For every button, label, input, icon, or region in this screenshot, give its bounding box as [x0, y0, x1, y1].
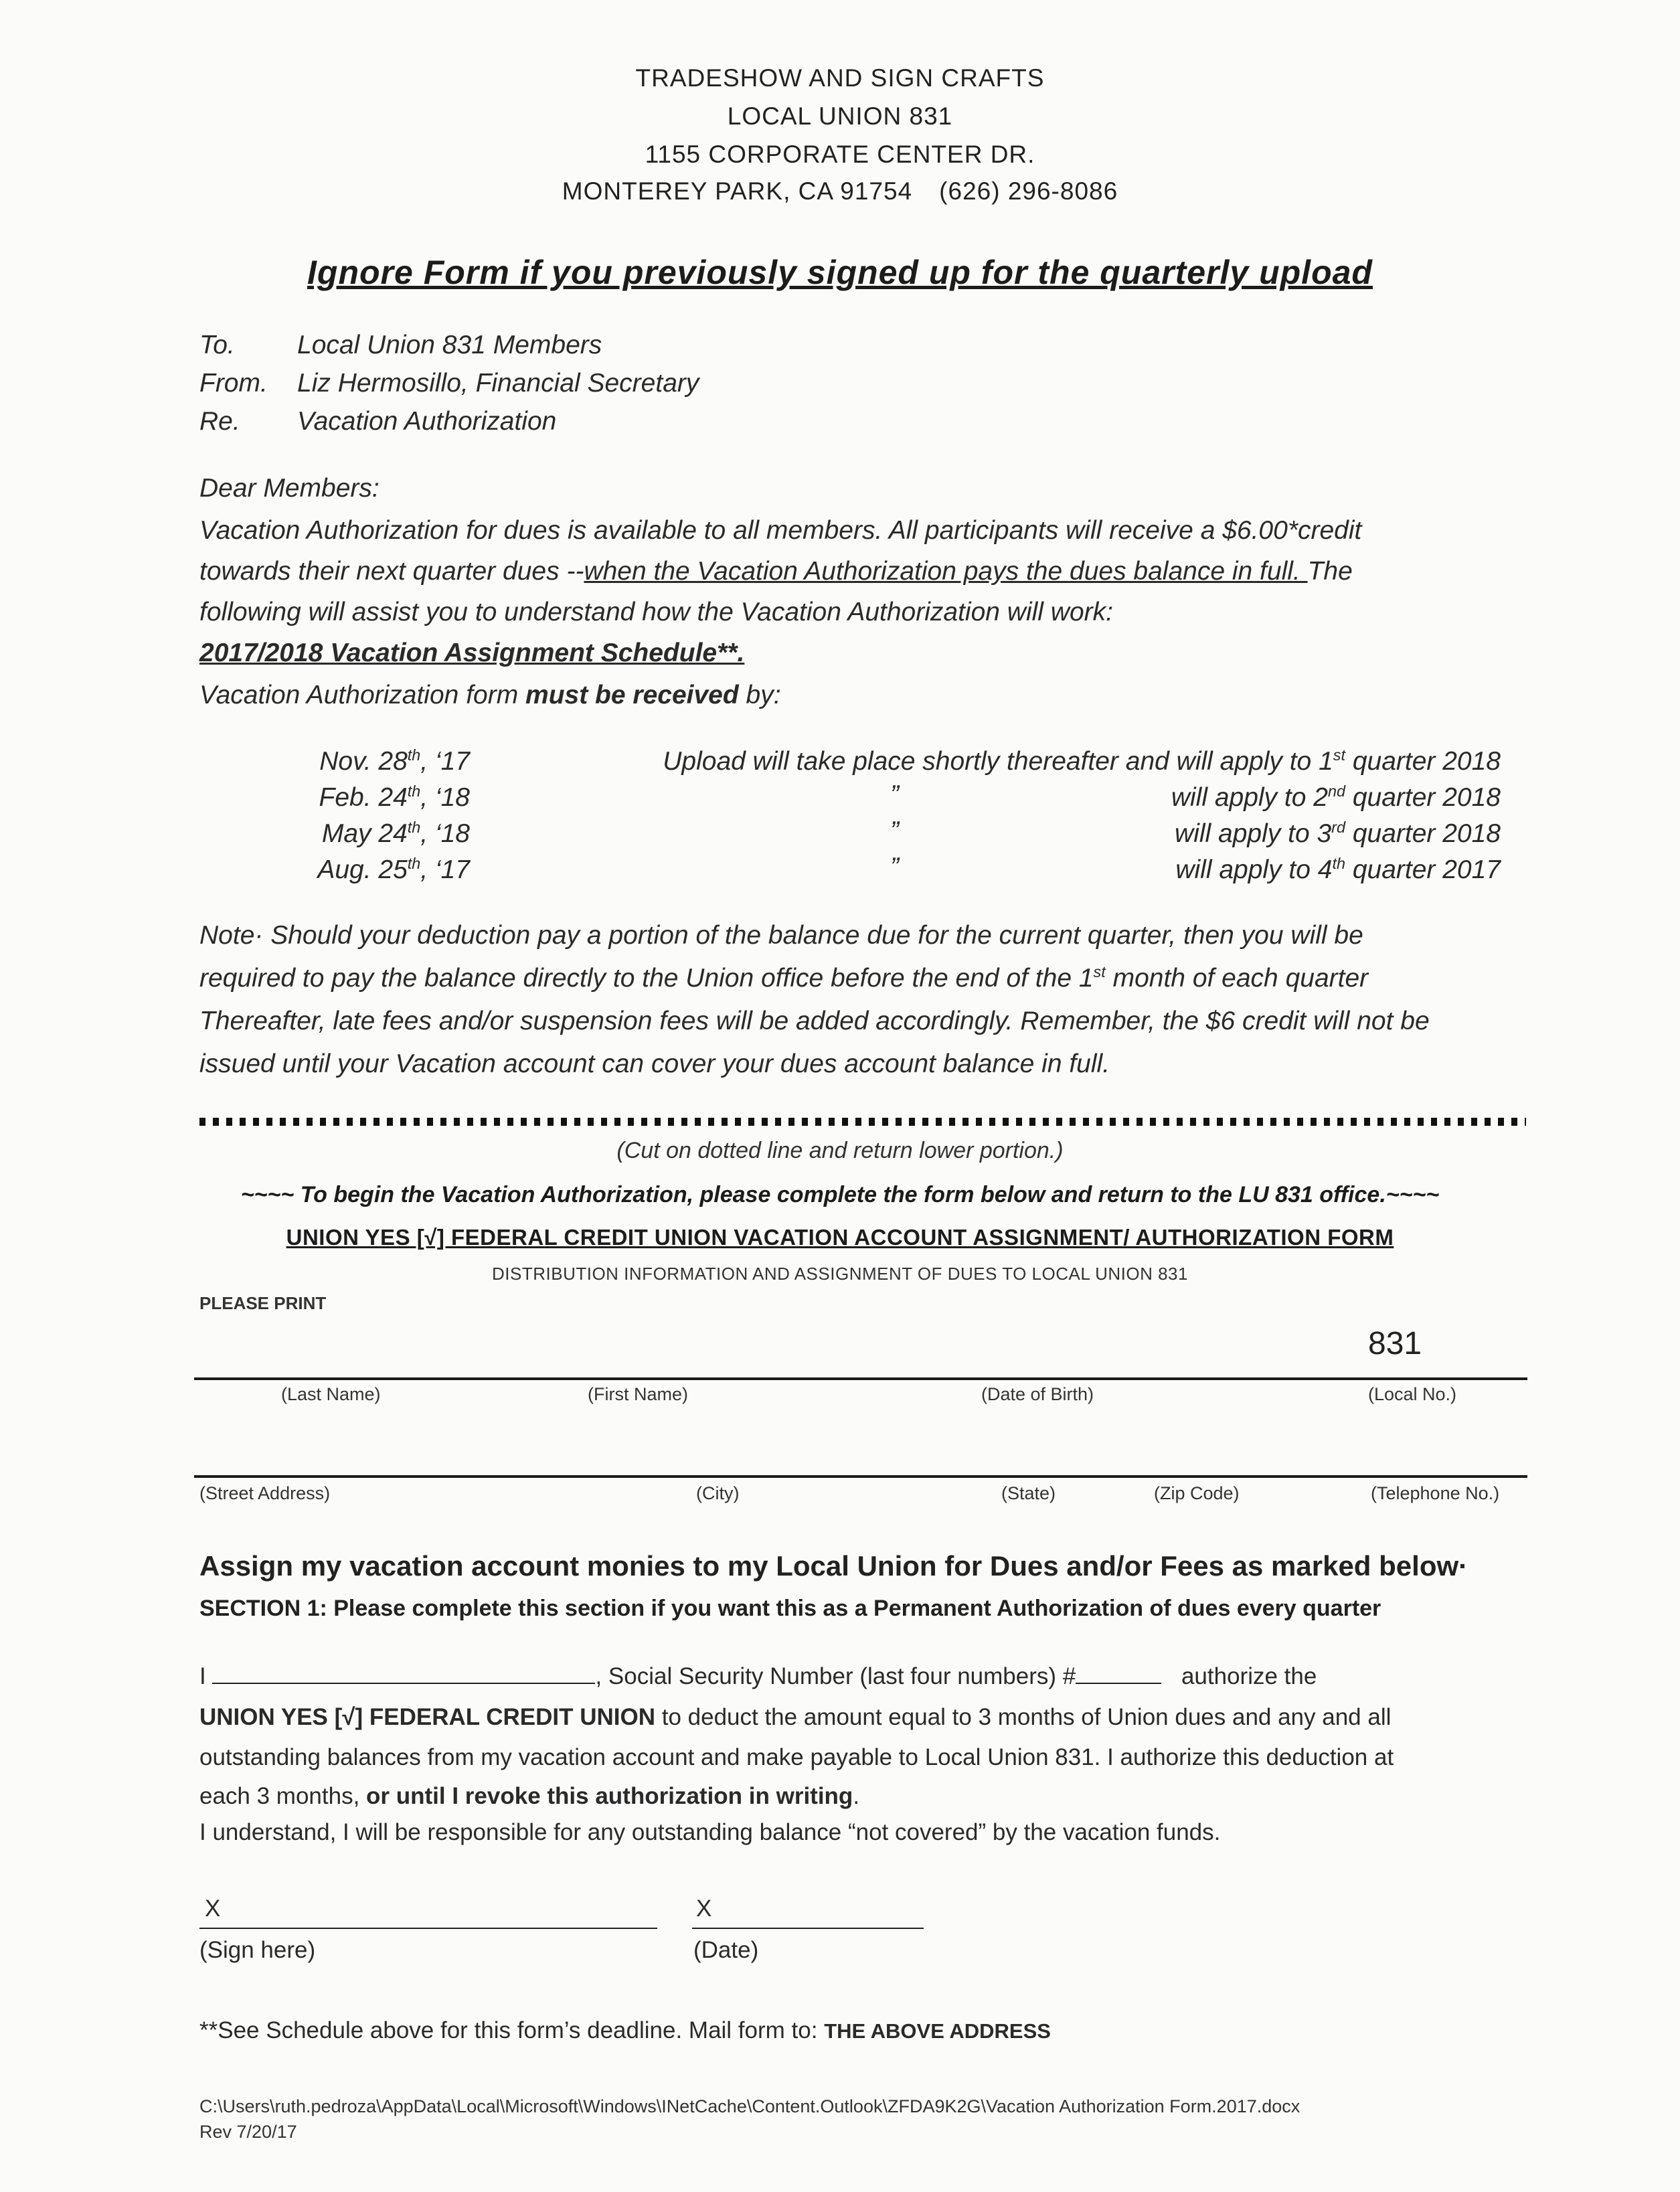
label-city: (City) — [696, 1483, 740, 1503]
desc-2-sup: nd — [1327, 782, 1345, 800]
ditto-4: ” — [890, 853, 899, 881]
mail-address: THE ABOVE ADDRESS — [824, 2019, 1051, 2043]
credit-union-rest: to deduct the amount equal to 3 months of Union dues and any and all — [655, 1704, 1392, 1730]
from-label: From. — [199, 369, 268, 398]
note-l2-b: month of each quarter — [1105, 964, 1369, 993]
desc-3-a: will apply to 3 — [1175, 819, 1332, 848]
p1-line2-underlined: when the Vacation Authorization pays the dues balance in full. — [584, 557, 1308, 586]
local-union: LOCAL UNION 831 — [727, 102, 953, 130]
city-line: MONTEREY PARK, CA 91754 — [562, 177, 913, 205]
credit-union-line — [199, 1704, 1391, 1731]
i-label: I — [199, 1663, 206, 1689]
date-x: X — [696, 1895, 712, 1922]
schedule-desc-4 — [564, 855, 1501, 885]
from-value: Liz Hermosillo, Financial Secretary — [297, 369, 699, 398]
assign-heading: Assign my vacation account monies to my Local Union for Dues and/or Fees as marked below· — [199, 1550, 1468, 1582]
row1-line[interactable] — [194, 1377, 1527, 1380]
note-l2-a: required to pay the balance directly to the Union office before the end of the 1 — [199, 964, 1094, 993]
form-title: UNION YES [√] FEDERAL CREDIT UNION VACATION ACCOUNT ASSIGNMENT/ AUTHORIZATION FORM — [286, 1225, 1394, 1250]
sign-here-label: (Sign here) — [199, 1937, 316, 1963]
desc-2-a: will apply to 2 — [1171, 783, 1328, 812]
local-no-value: 831 — [1368, 1326, 1422, 1361]
mail-text: **See Schedule above for this form’s deadline. Mail form to: — [199, 2017, 825, 2043]
city-phone — [0, 177, 1680, 205]
file-path: C:\Users\ruth.pedroza\AppData\Local\Microsoft\Windows\INetCache\Content.Outlook\ZFDA9K2G\Vacation Authorization Form.2017.docx — [199, 2096, 1300, 2116]
date-3-year: , ‘18 — [420, 819, 470, 848]
ssn-text: , Social Security Number (last four numbers) # — [595, 1663, 1076, 1689]
date-label: (Date) — [693, 1937, 759, 1963]
desc-4-sup: th — [1332, 855, 1345, 872]
row2-line[interactable] — [194, 1475, 1527, 1478]
revoke-bold: or until I revoke this authorization in writing — [366, 1783, 853, 1809]
begin-instruction: ~~~~ To begin the Vacation Authorization, please complete the form below and return to the LU 831 office.~~~~ — [240, 1182, 1440, 1207]
label-date-of-birth: (Date of Birth) — [981, 1384, 1094, 1404]
date-3-sup: th — [407, 819, 421, 836]
authorize-line — [199, 1663, 1317, 1690]
re-value: Vacation Authorization — [297, 407, 557, 436]
desc-1-b: quarter 2018 — [1345, 747, 1501, 776]
ditto-2: ” — [890, 780, 899, 809]
date-3-day: May 24 — [321, 819, 408, 848]
date-4-sup: th — [407, 855, 421, 872]
desc-4-b: quarter 2017 — [1345, 855, 1501, 884]
desc-3-sup: rd — [1331, 819, 1345, 836]
label-local-no: (Local No.) — [1368, 1384, 1457, 1404]
revision: Rev 7/20/17 — [199, 2122, 297, 2142]
note-line-1: Note· Should your deduction pay a portion of the balance due for the current quarter, then you will be — [199, 921, 1363, 950]
outstanding-line: outstanding balances from my vacation account and make payable to Local Union 831. I authorize this deduction at — [199, 1744, 1394, 1770]
name-blank[interactable] — [212, 1663, 595, 1684]
paragraph-line-1: Vacation Authorization for dues is available to all members. All participants will receive a $6.00*credit — [199, 516, 1362, 545]
to-label: To. — [199, 331, 235, 359]
label-telephone: (Telephone No.) — [1371, 1483, 1500, 1503]
schedule-desc-2 — [564, 783, 1501, 813]
section1-text: SECTION 1: Please complete this section if you want this as a Permanent Authorization of dues every quarter — [199, 1596, 1381, 1621]
schedule-desc-3 — [564, 819, 1501, 849]
authorize-the: authorize the — [1181, 1663, 1317, 1689]
desc-2-b: quarter 2018 — [1345, 783, 1501, 812]
date-2-day: Feb. 24 — [319, 783, 408, 812]
deadline-line — [199, 681, 781, 710]
greeting: Dear Members: — [199, 474, 380, 503]
re-label: Re. — [199, 407, 240, 436]
paragraph-line-2 — [199, 557, 1353, 586]
schedule-date-4 — [269, 855, 470, 885]
mail-instruction — [199, 2017, 1051, 2044]
schedule-date-2 — [269, 783, 470, 813]
deadline-end: by: — [738, 681, 781, 709]
paragraph-line-3: following will assist you to understand how the Vacation Authorization will work: — [199, 598, 1113, 626]
signature-line[interactable] — [199, 1928, 657, 1929]
org-name: TRADESHOW AND SIGN CRAFTS — [635, 64, 1045, 92]
revoke-line — [199, 1783, 859, 1810]
date-1-day: Nov. 28 — [319, 747, 408, 776]
credit-union-bold: UNION YES [√] FEDERAL CREDIT UNION — [199, 1704, 656, 1730]
label-first-name: (First Name) — [588, 1384, 688, 1404]
please-print: PLEASE PRINT — [199, 1293, 327, 1313]
schedule-date-3 — [269, 819, 470, 849]
deadline-bold: must be received — [525, 681, 739, 709]
label-street-address: (Street Address) — [199, 1483, 331, 1503]
ignore-notice: Ignore Form if you previously signed up for the quarterly upload — [307, 254, 1373, 291]
label-zip-code: (Zip Code) — [1154, 1483, 1240, 1503]
desc-1-a: Upload will take place shortly thereafter and will apply to 1 — [663, 747, 1333, 776]
date-4-year: , ‘17 — [420, 855, 470, 884]
note-line-2 — [199, 964, 1368, 993]
cut-instruction: (Cut on dotted line and return lower portion.) — [616, 1138, 1064, 1163]
p1-line2-end: The — [1307, 557, 1353, 586]
revoke-a: each 3 months, — [199, 1783, 367, 1809]
section1-heading — [199, 1596, 1381, 1622]
date-1-sup: th — [407, 746, 421, 764]
note-l2-sup: st — [1093, 963, 1106, 981]
cut-dotted-line — [199, 1118, 1526, 1126]
ssn-blank[interactable] — [1076, 1663, 1161, 1684]
note-line-4: issued until your Vacation account can cover your dues account balance in full. — [199, 1049, 1110, 1078]
date-1-year: , ‘17 — [420, 747, 470, 776]
date-2-year: , ‘18 — [420, 783, 470, 812]
deadline-start: Vacation Authorization form — [199, 681, 526, 709]
understand-line: I understand, I will be responsible for any outstanding balance “not covered” by the vacation funds. — [199, 1819, 1221, 1845]
note-line-3: Thereafter, late fees and/or suspension fees will be added accordingly. Remember, the $6 credit will not be — [199, 1007, 1430, 1035]
date-4-day: Aug. 25 — [317, 855, 408, 884]
form-subtitle: DISTRIBUTION INFORMATION AND ASSIGNMENT OF DUES TO LOCAL UNION 831 — [492, 1264, 1188, 1284]
ditto-3: ” — [890, 817, 899, 845]
date-2-sup: th — [407, 782, 421, 800]
label-last-name: (Last Name) — [281, 1384, 381, 1404]
schedule-date-1 — [269, 747, 470, 776]
p1-line2-start: towards their next quarter dues -- — [199, 557, 584, 586]
to-value: Local Union 831 Members — [297, 331, 602, 359]
label-state: (State) — [1001, 1483, 1056, 1503]
desc-3-b: quarter 2018 — [1345, 819, 1501, 848]
desc-4-a: will apply to 4 — [1175, 855, 1333, 884]
revoke-c: . — [853, 1783, 860, 1809]
desc-1-sup: st — [1333, 746, 1345, 764]
street-address: 1155 CORPORATE CENTER DR. — [645, 141, 1035, 168]
schedule-desc-1 — [564, 747, 1501, 776]
date-line[interactable] — [692, 1928, 924, 1929]
schedule-title: 2017/2018 Vacation Assignment Schedule**. — [199, 639, 745, 667]
phone-number: (626) 296-8086 — [939, 177, 1118, 205]
sign-x: X — [205, 1895, 221, 1922]
